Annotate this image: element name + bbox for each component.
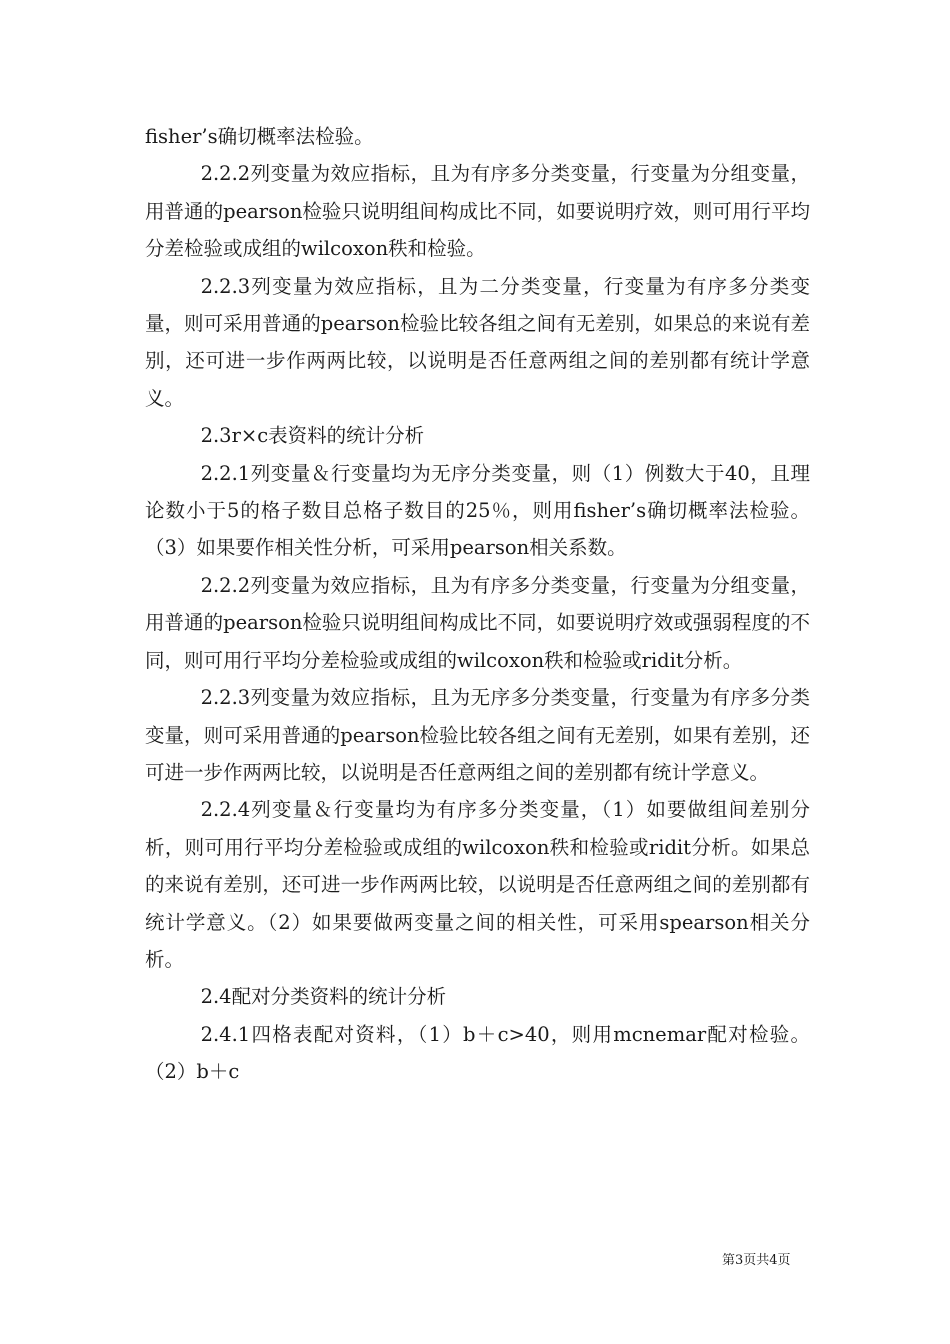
paragraph-2-2-2-rxc: 2.2.2列变量为效应指标，且为有序多分类变量，行变量为分组变量，用普通的pearson检验只说明组间构成比不同，如要说明疗效或强弱程度的不同，则可用行平均分差检验或成组的wilcoxon秩和检验或ridit分析。 <box>145 573 810 672</box>
paragraph-2-4-1: 2.4.1四格表配对资料，（1）b＋c>40，则用mcnemar配对检验。（2）b＋c <box>145 1022 810 1084</box>
section-heading-2-4: 2.4配对分类资料的统计分析 <box>200 985 447 1009</box>
paragraph-2-2-3: 2.2.3列变量为效应指标，且为二分类变量，行变量为有序多分类变量，则可采用普通的pearson检验比较各组之间有无差别，如果总的来说有差别，还可进一步作两两比较，以说明是否任意两组之间的差别都有统计学意义。 <box>145 274 810 410</box>
paragraph-continuation: fisher’s确切概率法检验。 <box>145 125 374 148</box>
page-number-footer: 第3页共4页 <box>722 1253 791 1268</box>
paragraph-2-2-1-rxc: 2.2.1列变量＆行变量均为无序分类变量，则（1）例数大于40，且理论数小于5的格子数目总格子数目的25％，则用fisher’s确切概率法检验。（3）如果要作相关性分析，可采用pearson相关系数。 <box>145 461 810 560</box>
body-text <box>145 118 810 1091</box>
paragraph-2-2-3-rxc: 2.2.3列变量为效应指标，且为无序多分类变量，行变量为有序多分类变量，则可采用普通的pearson检验比较各组之间有无差别，如果有差别，还可进一步作两两比较，以说明是否任意两组之间的差别都有统计学意义。 <box>145 686 810 784</box>
section-heading-2-3: 2.3r×c表资料的统计分析 <box>200 424 425 448</box>
paragraph-2-2-2: 2.2.2列变量为效应指标，且为有序多分类变量，行变量为分组变量，用普通的pearson检验只说明组间构成比不同，如要说明疗效，则可用行平均分差检验或成组的wilcoxon秩和检验。 <box>145 162 810 261</box>
paragraph-2-2-4-rxc: 2.2.4列变量＆行变量均为有序多分类变量，（1）如要做组间差别分析，则可用行平均分差检验或成组的wilcoxon秩和检验或ridit分析。如果总的来说有差别，还可进一步作两两比较，以说明是否任意两组之间的差别都有统计学意义。（2）如果要做两变量之间的相关性，可采用spearson相关分析。 <box>145 798 810 971</box>
